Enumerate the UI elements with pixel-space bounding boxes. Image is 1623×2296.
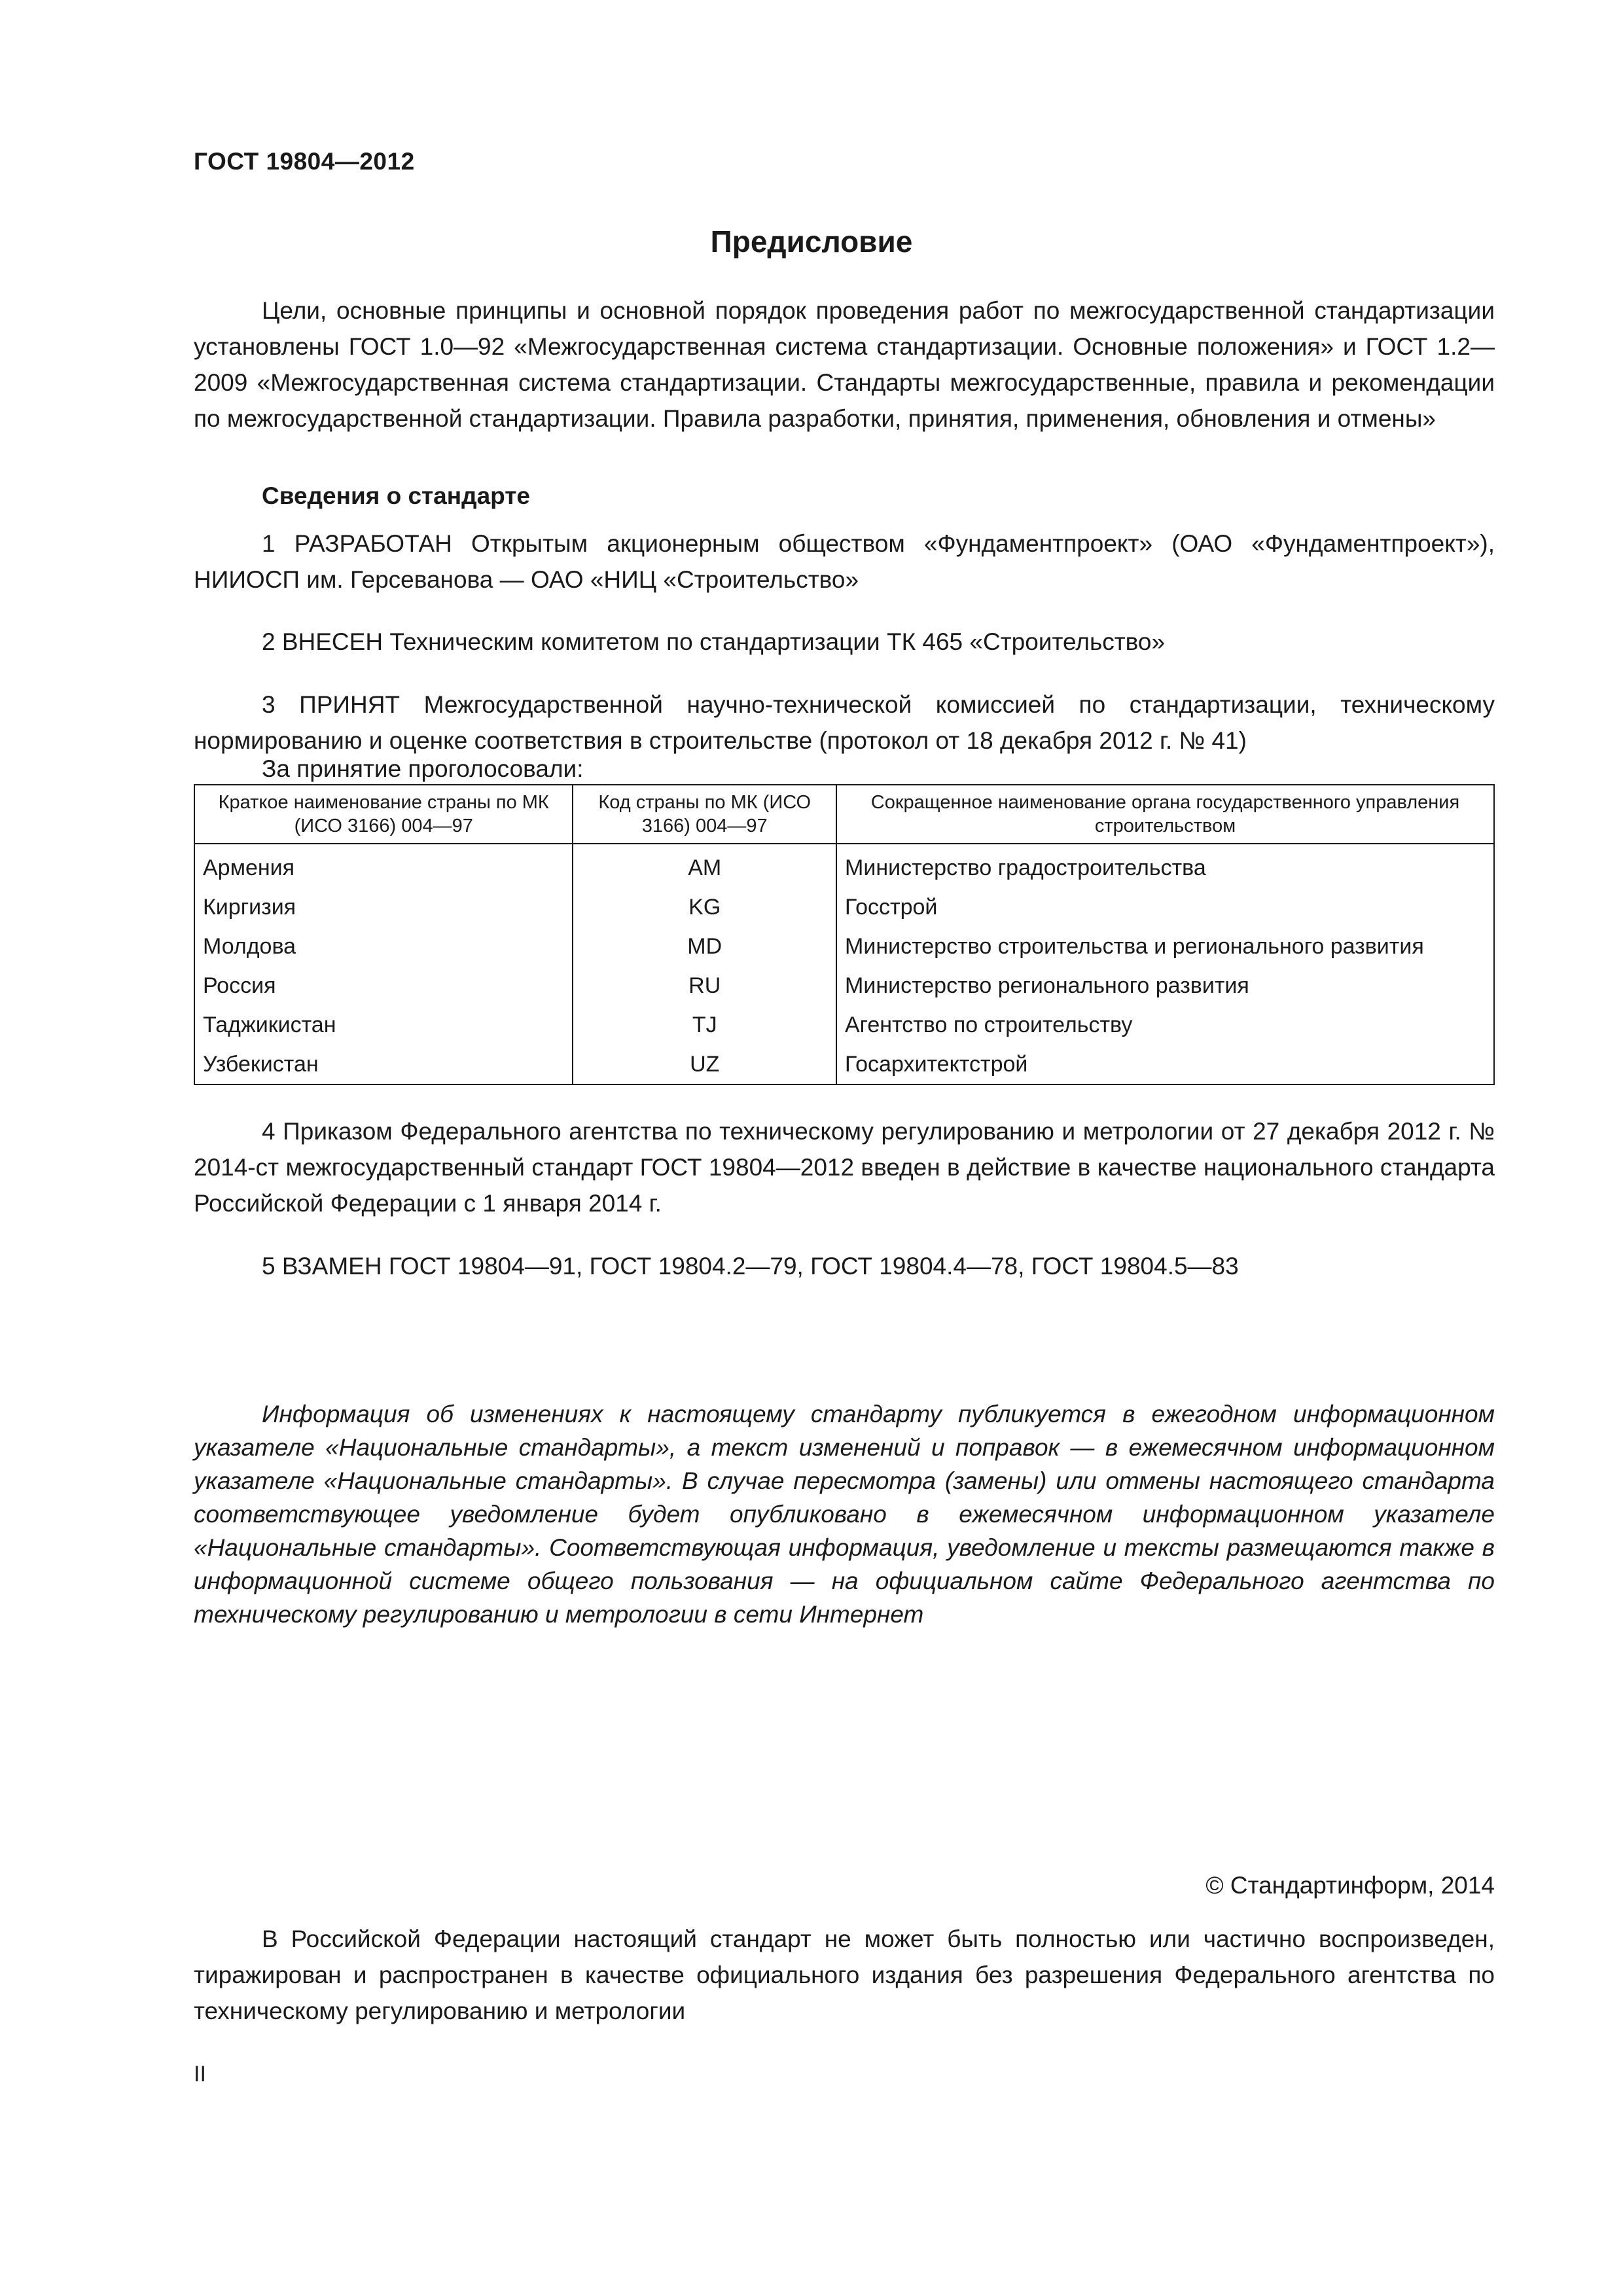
country-code: AM [573, 844, 836, 888]
table-row [194, 966, 1494, 1005]
item-developed: 1 РАЗРАБОТАН Открытым акционерным обществом «Фундаментпроект» (ОАО «Фундаментпроект»), НИИОСП им. Герсеванова — ОАО «НИЦ «Строительство» [194, 530, 1495, 593]
authority-name: Министерство строительства и регионального развития [836, 927, 1494, 966]
header-country-code: Код страны по МК (ИСО 3166) 004—97 [573, 785, 836, 844]
country-name: Таджикистан [194, 1005, 573, 1045]
table-row [194, 888, 1494, 927]
copyright-line: © Стандартинформ, 2014 [1205, 1872, 1495, 1899]
country-code: RU [573, 966, 836, 1005]
item-replaces: 5 ВЗАМЕН ГОСТ 19804—91, ГОСТ 19804.2—79, ГОСТ 19804.4—78, ГОСТ 19804.5—83 [262, 1253, 1239, 1280]
country-code: KG [573, 888, 836, 927]
country-name: Армения [194, 844, 573, 888]
item-adopted: 3 ПРИНЯТ Межгосударственной научно-технической комиссией по стандартизации, техническому нормированию и оценке соответствия в строительстве (протокол от 18 декабря 2012 г. № 41) [194, 691, 1495, 754]
item-order: 4 Приказом Федерального агентства по техническому регулированию и метрологии от 27 декабря 2012 г. № 2014-ст межгосударственный стандарт ГОСТ 19804—2012 введен в действие в качестве национального стандарта Российской Федерации с 1 января 2014 г. [194, 1118, 1495, 1217]
table-header-row [194, 785, 1494, 844]
country-name: Узбекистан [194, 1045, 573, 1085]
table-row [194, 844, 1494, 888]
country-code: MD [573, 927, 836, 966]
page-number: II [194, 2062, 206, 2087]
standard-code: ГОСТ 19804—2012 [194, 148, 415, 175]
country-name: Россия [194, 966, 573, 1005]
authority-name: Агентство по строительству [836, 1005, 1494, 1045]
table-row [194, 927, 1494, 966]
intro-paragraph: Цели, основные принципы и основной порядок проведения работ по межгосударственной стандартизации установлены ГОСТ 1.0—92 «Межгосударственная система стандартизации. Основные положения» и ГОСТ 1.2—2009 «Межгосударственная система стандартизации. Стандарты межгосударственные, правила и рекомендации по межгосударственной стандартизации. Правила разработки, принятия, применения, обновления и отмены» [194, 297, 1495, 432]
page-title: Предисловие [710, 224, 913, 259]
country-name: Киргизия [194, 888, 573, 927]
authority-name: Госархитектстрой [836, 1045, 1494, 1085]
country-code: TJ [573, 1005, 836, 1045]
item-introduced: 2 ВНЕСЕН Техническим комитетом по стандартизации ТК 465 «Строительство» [262, 628, 1166, 655]
changes-info-note: Информация об изменениях к настоящему стандарту публикуется в ежегодном информационном указателе «Национальные стандарты», а текст изменений и поправок — в ежемесячном информационном указателе «Национальные стандарты». В случае пересмотра (замены) или отмены настоящего стандарта соответствующее уведомление будет опубликовано в ежемесячном информационном указателе «Национальные стандарты». Соответствующая информация, уведомление и тексты размещаются также в информационной системе общего пользования — на официальном сайте Федерального агентства по техническому регулированию и метрологии в сети Интернет [194, 1401, 1495, 1628]
table-row [194, 1005, 1494, 1045]
table-row [194, 1045, 1494, 1085]
standard-info-heading: Сведения о стандарте [262, 482, 530, 509]
reproduction-notice: В Российской Федерации настоящий стандарт не может быть полностью или частично воспроизведен, тиражирован и распространен в качестве официального издания без разрешения Федерального агентства по техническому регулированию и метрологии [194, 1926, 1495, 2024]
header-authority-name: Сокращенное наименование органа государственного управления строительством [836, 785, 1494, 844]
votes-table [194, 784, 1495, 1085]
header-country-name: Краткое наименование страны по МК (ИСО 3166) 004—97 [194, 785, 573, 844]
authority-name: Министерство регионального развития [836, 966, 1494, 1005]
country-name: Молдова [194, 927, 573, 966]
votes-label: За принятие проголосовали: [262, 755, 584, 782]
authority-name: Министерство градостроительства [836, 844, 1494, 888]
authority-name: Госстрой [836, 888, 1494, 927]
country-code: UZ [573, 1045, 836, 1085]
